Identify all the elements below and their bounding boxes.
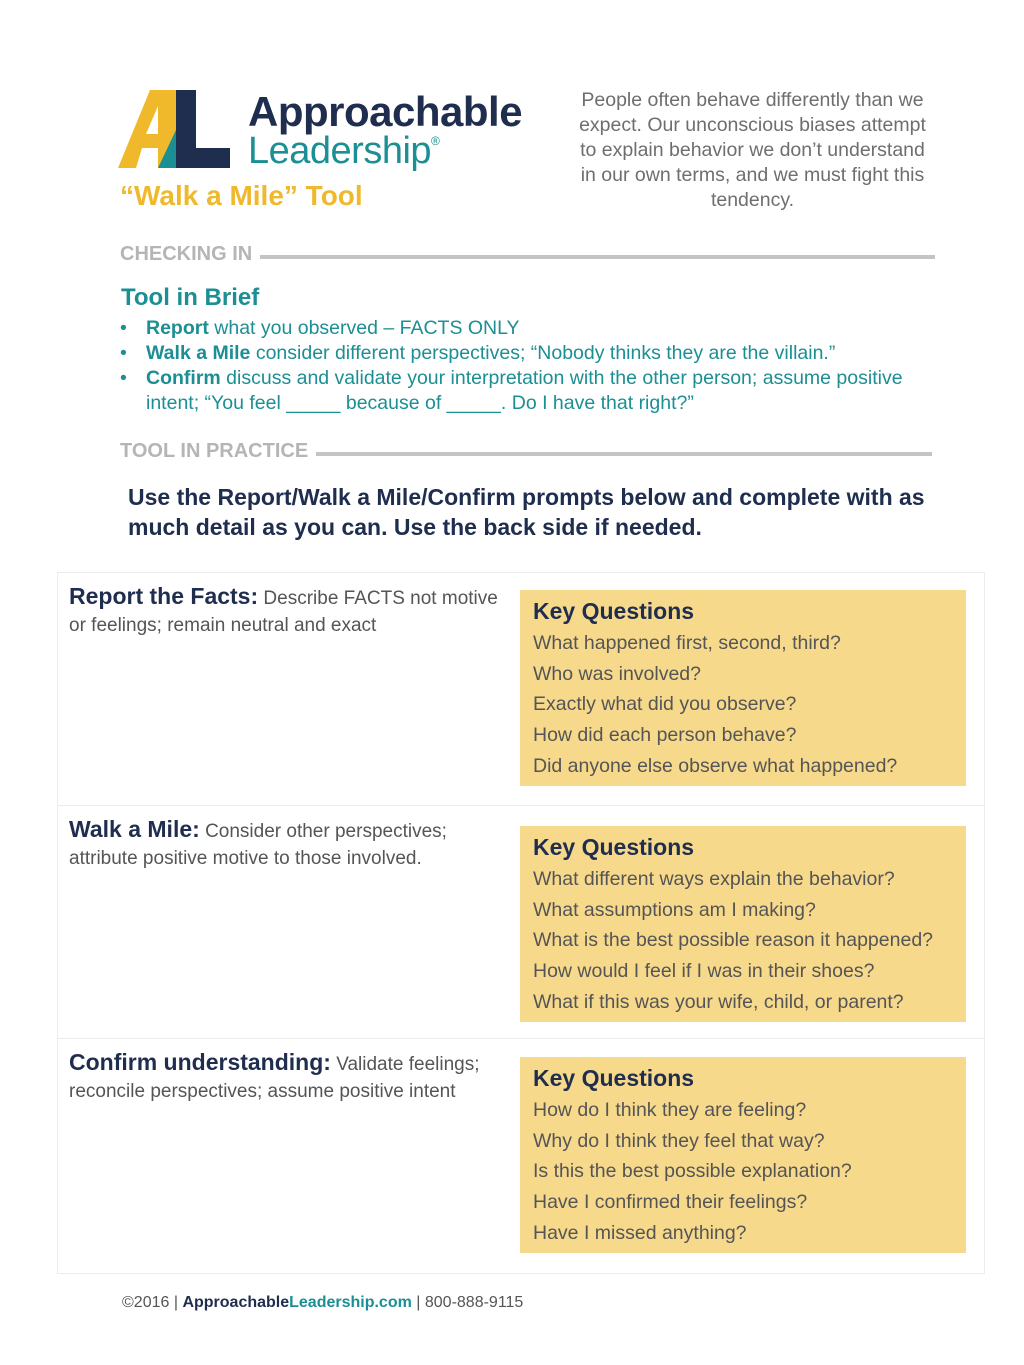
checking-in-heading: CHECKING IN xyxy=(120,242,253,265)
key-question: Exactly what did you observe? xyxy=(533,693,797,716)
tool-in-brief-list xyxy=(120,316,920,416)
key-question: What different ways explain the behavior? xyxy=(533,868,895,890)
key-question: What assumptions am I making? xyxy=(533,898,816,921)
key-question: How would I feel if I was in their shoes? xyxy=(533,960,875,983)
key-question: What happened first, second, third? xyxy=(533,632,841,654)
key-questions-title: Key Questions xyxy=(533,598,695,624)
website-link[interactable]: ApproachableLeadership.com xyxy=(182,1294,412,1311)
key-questions-box xyxy=(520,1057,966,1253)
key-question: Who was involved? xyxy=(533,662,701,685)
prompt-row-report xyxy=(58,573,984,806)
prompt-row-walk-a-mile xyxy=(58,806,984,1039)
instructions-text: Use the Report/Walk a Mile/Confirm prompts below and complete with as much detail as you can. Use the back side if needed. xyxy=(128,484,925,540)
phone-number: | 800-888-9115 xyxy=(411,1294,524,1311)
prompt-lead: Confirm understanding: xyxy=(69,1049,331,1075)
key-questions-box xyxy=(520,826,966,1022)
key-question: What is the best possible reason it happened? xyxy=(533,929,934,952)
logo-l-shape xyxy=(176,90,230,168)
key-question: How do I think they are feeling? xyxy=(533,1099,807,1121)
prompt-lead: Walk a Mile: xyxy=(69,816,200,842)
tool-in-practice-header xyxy=(120,439,932,463)
prompt-description: Confirm understanding: Validate feelings; reconcile perspectives; assume positive intent xyxy=(69,1049,480,1102)
key-questions-title: Key Questions xyxy=(533,834,695,860)
prompt-description: Report the Facts: Describe FACTS not motive or feelings; remain neutral and exact xyxy=(69,583,498,636)
copyright: ©2016 | xyxy=(122,1294,183,1311)
tool-in-practice-heading: TOOL IN PRACTICE xyxy=(120,439,309,462)
checking-in-header xyxy=(120,242,935,266)
key-questions-title: Key Questions xyxy=(533,1065,695,1091)
tool-in-brief-title: Tool in Brief xyxy=(121,284,260,311)
prompt-table xyxy=(57,572,985,1274)
key-question: Is this the best possible explanation? xyxy=(533,1160,852,1183)
logo xyxy=(118,88,523,178)
section-divider xyxy=(260,255,935,259)
key-question: Have I missed anything? xyxy=(533,1221,747,1244)
key-question: Did anyone else observe what happened? xyxy=(533,754,898,777)
key-question: Have I confirmed their feelings? xyxy=(533,1191,808,1214)
brand-name-line2: Leadership® xyxy=(248,130,440,172)
prompt-description: Walk a Mile: Consider other perspectives; attribute positive motive to those involved. xyxy=(69,816,447,869)
tool-title: “Walk a Mile” Tool xyxy=(120,180,363,211)
key-question: How did each person behave? xyxy=(533,724,797,747)
list-item: • Report what you observed – FACTS ONLY xyxy=(120,316,920,341)
section-divider xyxy=(316,452,932,456)
footer xyxy=(122,1294,523,1312)
brand-name-line1: Approachable xyxy=(248,88,523,135)
key-question: Why do I think they feel that way? xyxy=(533,1129,825,1152)
prompt-row-confirm xyxy=(58,1039,984,1272)
key-questions-box xyxy=(520,590,966,786)
list-item: • Walk a Mile consider different perspectives; “Nobody thinks they are the villain.” xyxy=(120,341,920,366)
list-item: • Confirm discuss and validate your interpretation with the other person; assume positive intent; “You feel _____ because of _____. Do I have that right?” xyxy=(120,366,920,416)
key-question: What if this was your wife, child, or parent? xyxy=(533,990,904,1013)
al-logo-icon xyxy=(118,90,236,170)
intro-text: People often behave differently than we expect. Our unconscious biases attempt to explain behavior we don’t understand in our own terms, and we must fight this tendency. xyxy=(579,89,926,211)
prompt-lead: Report the Facts: xyxy=(69,583,259,609)
